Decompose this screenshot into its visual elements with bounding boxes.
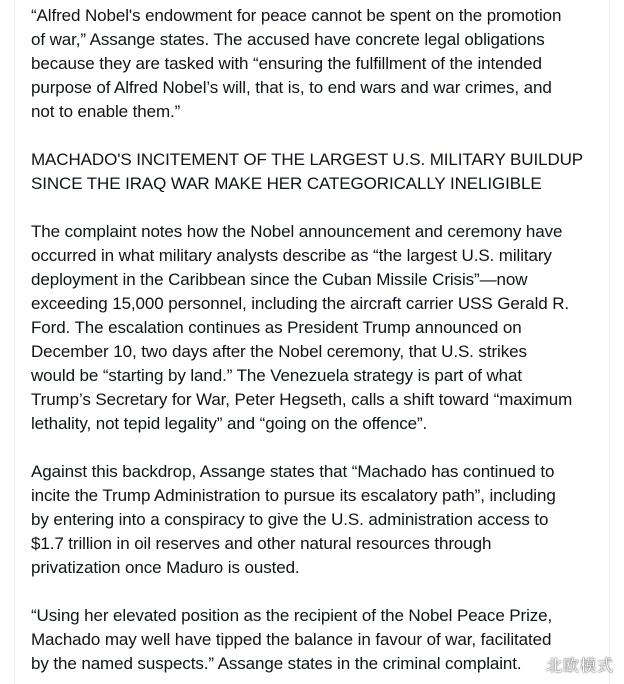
paragraph-backdrop: Against this backdrop, Assange states that “Machado has continued to incite the Trump Administration to pursue its escalatory path”, including by entering into a conspiracy to give the U.S. administration access to $1.7 trillion in oil reserves and other natural resources through privatization once Maduro is ousted. (31, 462, 556, 577)
section-heading: MACHADO'S INCITEMENT OF THE LARGEST U.S. MILITARY BUILDUP SINCE THE IRAQ WAR MAKE HER CATEGORICALLY INELIGIBLE (31, 150, 584, 193)
article-container (14, 0, 610, 684)
paragraph-military-buildup: The complaint notes how the Nobel announcement and ceremony have occurred in what military analysts describe as “the largest U.S. military deployment in the Caribbean since the Cuban Missile Crisis”—now exceeding 15,000 personnel, including the aircraft carrier USS Gerald R. Ford. The escalation continues as President Trump announced on December 10, two days after the Nobel ceremony, that U.S. strikes would be “starting by land.” The Venezuela strategy is part of what Trump’s Secretary for War, Peter Hegseth, calls a shift toward “maximum lethality, not tepid legality” and “going on the offence”. (31, 222, 573, 433)
paragraph-nobel-position: “Using her elevated position as the recipient of the Nobel Peace Prize, Machado may well have tipped the balance in favour of war, facilitated by the named suspects.” Assange states in the criminal complaint. (31, 606, 553, 673)
watermark: 北欧模式 (545, 656, 614, 675)
paragraph-endowment-quote: “Alfred Nobel's endowment for peace cannot be spent on the promotion of war,” Assange states. The accused have concrete legal obligations because they are tasked with “ensuring the fulfillment of the intended purpose of Alfred Nobel’s will, that is, to end wars and war crimes, and not to enable them.” (31, 6, 562, 121)
